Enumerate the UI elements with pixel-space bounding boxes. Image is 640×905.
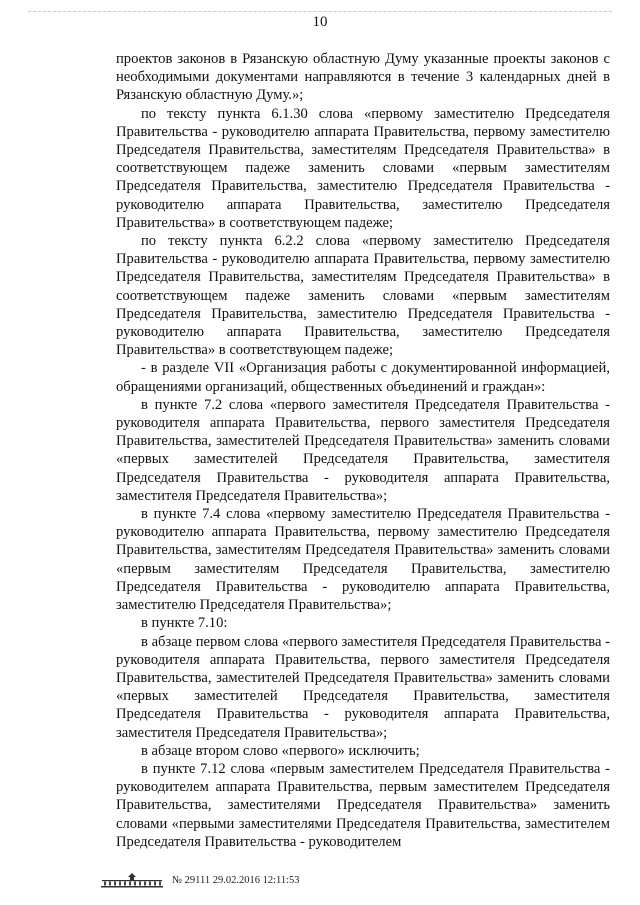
- paragraph: по тексту пункта 6.1.30 слова «первому заместителю Председателя Правительства - руководителю аппарата Правительства, первому заместителю Председателя Правительства, заместителям Председателя Правительства» в соответствующем падеже заменить словами «первым заместителям Председателя Правительства, заместителю Председателя Правительства - руководителю аппарата Правительства, заместителю Председателя Правительства» в соответствующем падеже;: [116, 105, 610, 231]
- paragraph: в пункте 7.12 слова «первым заместителем Председателя Правительства - руководителем аппарата Правительства, первым заместителем Председателя Правительства, заместителями Председателя Правительства» заменить словами «первыми заместителями Председателя Правительства, заместителем Председателя Правительства - руководителем: [116, 760, 610, 850]
- paragraph: - в разделе VII «Организация работы с документированной информацией, обращениями организаций, общественных объединений и граждан»:: [116, 360, 610, 395]
- paragraph: в абзаце втором слово «первого» исключить;: [141, 742, 420, 759]
- parliament-building-emblem-icon: [100, 872, 164, 888]
- document-body: [116, 50, 610, 851]
- document-footer: [100, 872, 300, 888]
- paragraph: по тексту пункта 6.2.2 слова «первому заместителю Председателя Правительства - руководителю аппарата Правительства, первому заместителю Председателя Правительства, заместителям Председателя Правительства» в соответствующем падеже заменить словами «первым заместителям Председателя Правительства, заместителю Председателя Правительства - руководителю аппарата Правительства, заместителю Председателя Правительства» в соответствующем падеже;: [116, 233, 610, 359]
- paragraph: проектов законов в Рязанскую областную Думу указанные проекты законов с необходимыми документами направляются в течение 3 календарных дней в Рязанскую областную Думу.»;: [116, 51, 610, 104]
- paragraph: в абзаце первом слова «первого заместителя Председателя Правительства - руководителя аппарата Правительства, первого заместителя Председателя Правительства, заместителей Председателя Правительства» заменить словами «первых заместителей Председателя Правительства, заместителя Председателя Правительства - руководителя аппарата Правительства, заместителя Председателя Правительства»;: [116, 633, 610, 741]
- paragraph: в пункте 7.4 слова «первому заместителю Председателя Правительства - руководителю аппарата Правительства, первому заместителю Председателя Правительства, заместителям Председателя Правительства» заменить словами «первым заместителям Председателя Правительства, заместителю Председателя Правительства - руководителю аппарата Правительства, заместителю Председателя Правительства»;: [116, 506, 610, 614]
- paragraph: в пункте 7.2 слова «первого заместителя Председателя Правительства - руководителя аппарата Правительства, первого заместителя Председателя Правительства, заместителей Председателя Правительства» заменить словами «первых заместителей Председателя Правительства, заместителя Председателя Правительства - руководителя аппарата Правительства, заместителя Председателя Правительства»;: [116, 396, 610, 504]
- page-number: 10: [312, 14, 328, 30]
- header-rule: [28, 11, 612, 12]
- paragraph: в пункте 7.10:: [141, 615, 228, 632]
- registration-stamp: № 29111 29.02.2016 12:11:53: [172, 874, 300, 886]
